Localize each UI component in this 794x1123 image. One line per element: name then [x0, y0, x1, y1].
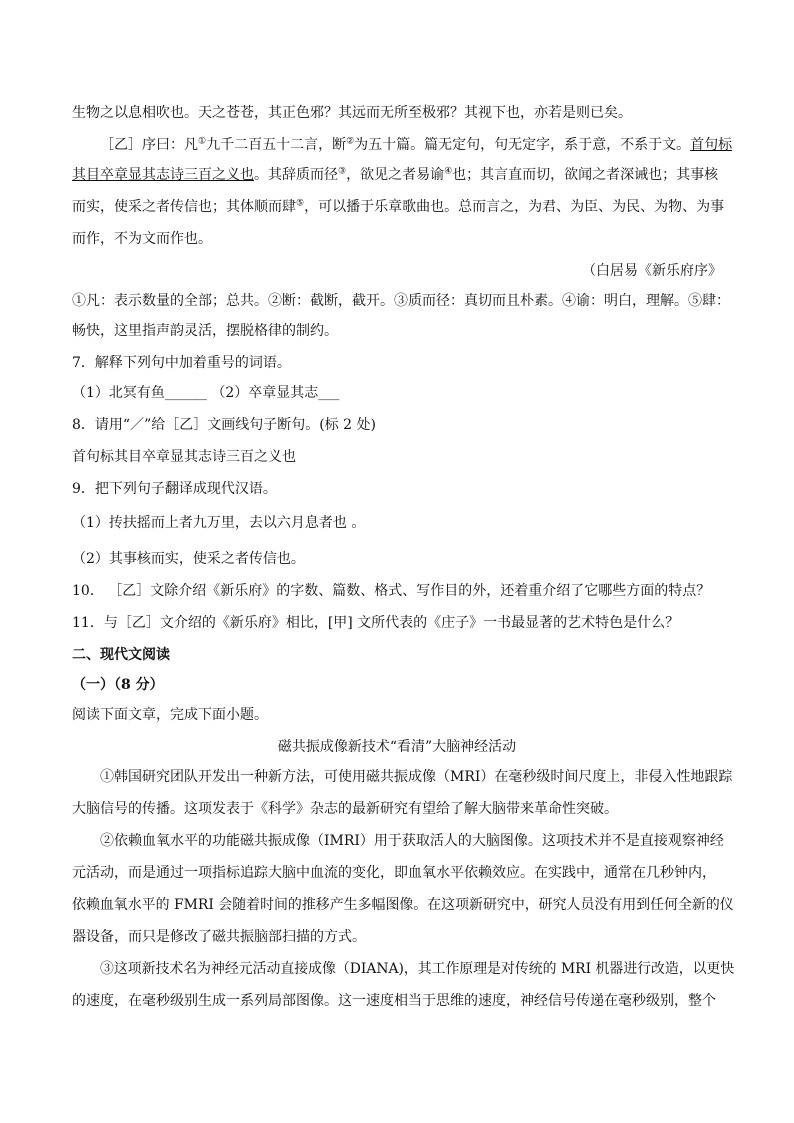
article-p2-line-1: ②依赖血氧水平的功能磁共振成像（IMRI）用于获取活人的大脑图像。这项技术并不是直接观察神经 — [100, 833, 724, 849]
question-8-text: 首句标其目卒章显其志诗三百之义也 — [72, 449, 296, 465]
footnote-marker: ⑤ — [296, 198, 305, 209]
question-8: 8．请用“／”给［乙］文画线句子断句。(标 2 处) — [72, 417, 376, 433]
passage-source: （白居易《新乐府序》 — [582, 263, 722, 279]
reading-instruction: 阅读下面文章，完成下面小题。 — [72, 707, 268, 723]
question-10: 10． ［乙］文除介绍《新乐府》的字数、篇数、格式、写作目的外，还着重介绍了它哪些方面的特点？ — [72, 583, 711, 599]
article-p2-line-4: 器设备，而只是修改了磁共振脑部扫描的方式。 — [72, 929, 366, 945]
footnote-marker: ② — [346, 136, 355, 147]
passage-a-last-line: 生物之以息相吹也。天之苍苍，其正色邪？其远而无所至极邪？其视下也，亦若是则已矣。 — [72, 105, 632, 121]
notes-line-2: 畅快，这里指声韵灵活，摆脱格律的制约。 — [72, 323, 338, 339]
article-p3-line-2: 的速度，在毫秒级别生成一系列局部图像。这一速度相当于思维的速度，神经信号传递在毫秒级别，整个 — [72, 993, 716, 1009]
passage-b-line-1: ［乙］序曰：凡①九千二百五十二言，断②为五十篇。篇无定句，句无定字，系于意，不系于文。首句标 — [100, 136, 733, 153]
article-title: 磁共振成像新技术“看清”大脑神经活动 — [277, 739, 517, 755]
passage-b-line-3: 而实，使采之者传信也；其体顺而肆⑤，可以播于乐章歌曲也。总而言之，为君、为臣、为民、为物、为事 — [72, 198, 725, 215]
article-p3-line-1: ③这项新技术名为神经元活动直接成像（DIANA)，其工作原理是对传统的 MRI 机器进行改造，以更快 — [100, 961, 735, 977]
footnote-marker: ① — [198, 136, 207, 147]
subsection-heading: （一）（8 分） — [72, 677, 164, 693]
question-11: 11．与［乙］文介绍的《新乐府》相比，[甲] 文所代表的《庄子》一书最显著的艺术特色是什么？ — [72, 615, 680, 631]
passage-b-line-2: 其目卒章显其志诗三百之义也。其辞质而径③，欲见之者易谕④也；其言直而切，欲闻之者深诫也；其事核 — [72, 166, 719, 183]
section-heading: 二、现代文阅读 — [72, 647, 170, 663]
article-p1-line-2: 大脑信号的传播。这项发表于《科学》杂志的最新研究有望给了解大脑带来革命性突破。 — [72, 801, 618, 817]
underlined-sentence: 首句标 — [690, 137, 733, 153]
question-9: 9．把下列句子翻译成现代汉语。 — [72, 481, 277, 497]
question-9-item-1: （1）抟扶摇而上者九万里，去以六月息者也 。 — [72, 515, 366, 531]
question-7-items: （1）北冥有鱼______ （2）卒章显其志___ — [72, 385, 340, 401]
article-p2-line-2: 元活动，而是通过一项指标追踪大脑中血流的变化，即血氧水平依赖效应。在实践中，通常在几秒钟内， — [72, 865, 716, 881]
question-7: 7．解释下列句中加着重号的词语。 — [72, 355, 291, 371]
question-9-item-2: （2）其事核而实，使采之者传信也。 — [72, 551, 305, 567]
underlined-sentence: 其目卒章显其志诗三百之义也 — [72, 167, 254, 183]
passage-b-line-4: 而作，不为文而作也。 — [72, 231, 212, 247]
article-p1-line-1: ①韩国研究团队开发出一种新方法，可使用磁共振成像（MRI）在毫秒级时间尺度上，非侵入性地跟踪 — [100, 769, 733, 785]
notes-line-1: ①凡：表示数量的全部；总共。②断：截断，截开。③质而径：真切而且朴素。④谕：明白，理解。⑤肆： — [72, 293, 730, 309]
footnote-marker: ④ — [444, 166, 453, 177]
footnote-marker: ③ — [338, 166, 347, 177]
article-p2-line-3: 依赖血氧水平的 FMRI 会随着时间的推移产生多幅图像。在这项新研究中，研究人员没有用到任何全新的仪 — [72, 897, 734, 913]
